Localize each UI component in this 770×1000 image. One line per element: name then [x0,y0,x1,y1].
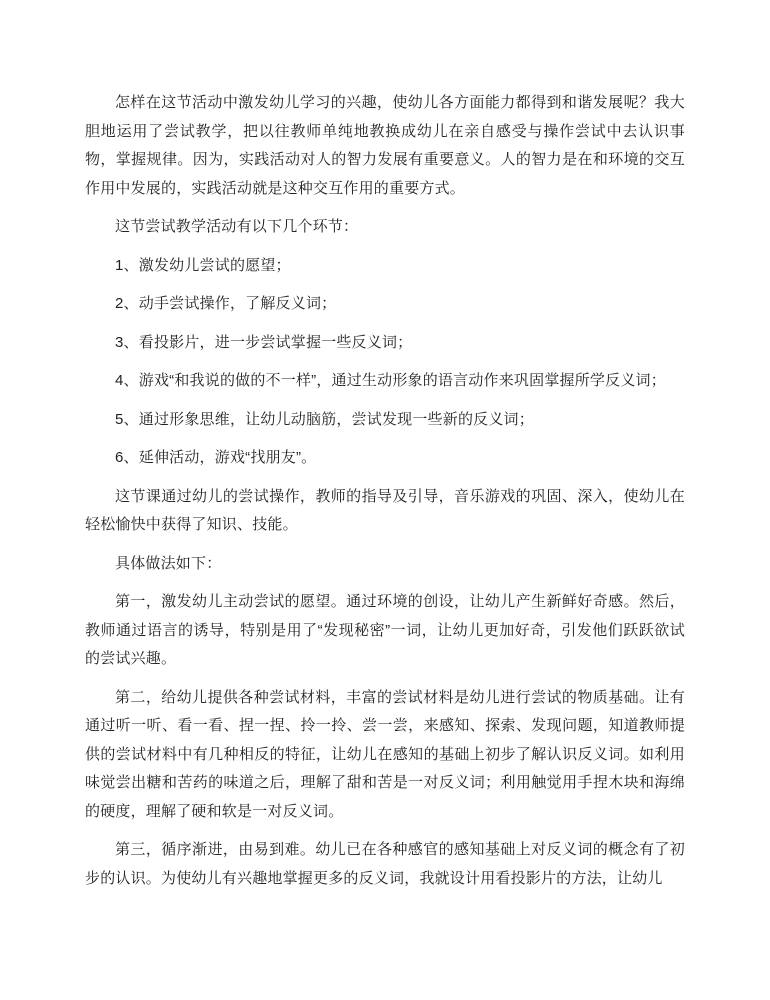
paragraph-first: 第一，激发幼儿主动尝试的愿望。通过环境的创设，让幼儿产生新鲜好奇感。然后，教师通过语言的诱导，特别是用了“发现秘密”一词，让幼儿更加好奇，引发他们跃跃欲试的尝试兴趣。 [85,593,685,667]
list-item-2: 2、动手尝试操作，了解反义词； [115,295,337,312]
paragraph-summary: 这节课通过幼儿的尝试操作，教师的指导及引导，音乐游戏的巩固、深入，使幼儿在轻松愉快中获得了知识、技能。 [85,487,685,533]
list-item-3: 3、看投影片，进一步尝试掌握一些反义词； [115,333,413,351]
list-item-5: 5、通过形象思维，让幼儿动脑筋，尝试发现一些新的反义词； [115,410,534,428]
paragraph-third: 第三，循序渐进，由易到难。幼儿已在各种感官的感知基础上对反义词的概念有了初步的认识。为使幼儿有兴趣地掌握更多的反义词，我就设计用看投影片的方法，让幼儿 [85,841,685,887]
paragraph-intro: 怎样在这节活动中激发幼儿学习的兴趣，使幼儿各方面能力都得到和谐发展呢？我大胆地运用了尝试教学，把以往教师单纯地教换成幼儿在亲自感受与操作尝试中去认识事物，掌握规律。因为，实践活动对人的智力发展有重要意义。人的智力是在和环境的交互作用中发展的，实践活动就是这种交互作用的重要方式。 [85,94,685,197]
list-item-6: 6、延伸活动，游戏“找朋友”。 [115,449,317,466]
paragraph-methods-header: 具体做法如下： [115,554,222,572]
paragraph-second: 第二，给幼儿提供各种尝试材料，丰富的尝试材料是幼儿进行尝试的物质基础。让有通过听一听、看一看、捏一捏、拎一拎、尝一尝，来感知、探索、发现问题，知道教师提供的尝试材料中有几种相反的特征，让幼儿在感知的基础上初步了解认识反义词。如利用味觉尝出糖和苦药的味道之后，理解了甜和苦是一对反义词；利用触觉用手捏木块和海绵的硬度，理解了硬和软是一对反义词。 [85,688,685,820]
paragraph-steps-header: 这节尝试教学活动有以下几个环节： [115,218,359,235]
list-item-1: 1、激发幼儿尝试的愿望； [115,256,291,274]
list-item-4: 4、游戏“和我说的做的不一样”，通过生动形象的语言动作来巩固掌握所学反义词； [115,372,666,389]
